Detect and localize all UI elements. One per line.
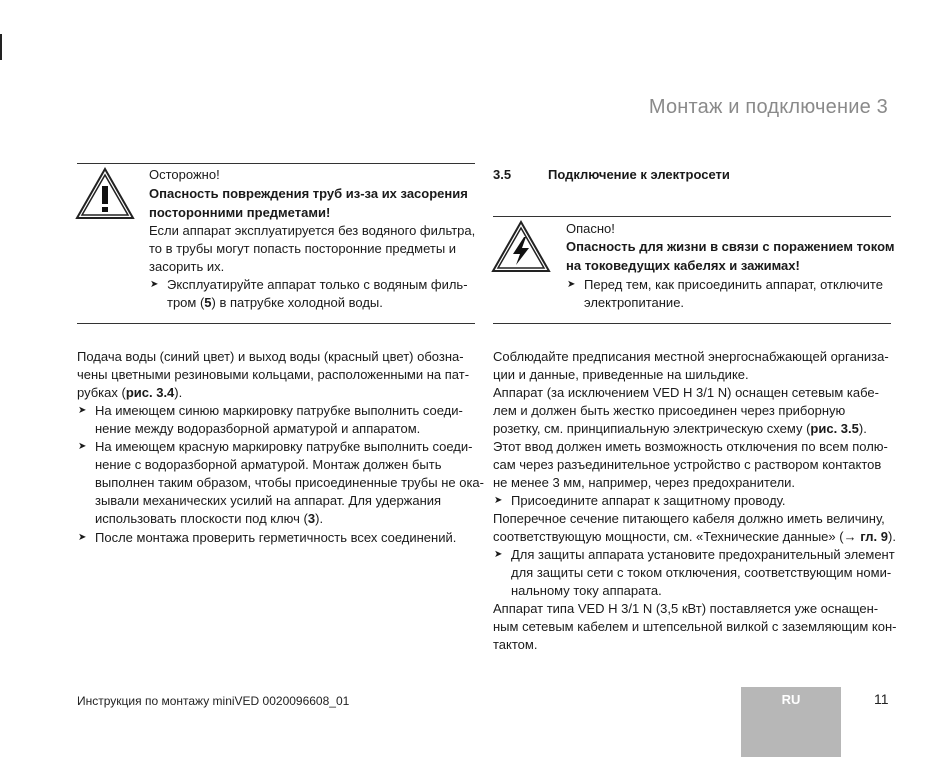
body-line: Аппарат типа VED H 3/1 N (3,5 кВт) поставляется уже оснащен- <box>493 601 879 616</box>
bullet-line: для защиты сети с током отключения, соответствующим номи- <box>511 565 892 580</box>
body-line: лем и должен быть жестко присоединен через приборную <box>493 403 846 418</box>
bullet-line: использовать плоскости под ключ (3). <box>95 511 324 526</box>
warning-bullet-line: Эксплуатируйте аппарат только с водяным филь- <box>167 277 468 292</box>
body-line: Аппарат (за исключением VED H 3/1 N) оснащен сетевым кабе- <box>493 385 879 400</box>
page-number: 11 <box>874 691 889 707</box>
bullet-line: зывали механических усилий на аппарат. Для удержания <box>95 493 442 508</box>
chapter-header: Монтаж и подключение 3 <box>648 96 888 118</box>
warning-text-line: Если аппарат эксплуатируется без водяного фильтра, <box>149 223 476 238</box>
figure-reference: рис. 3.5 <box>810 421 859 436</box>
bullet-line: нальному току аппарата. <box>511 583 662 598</box>
body-line: тактом. <box>493 637 538 652</box>
warning-bottom-rule <box>77 323 475 324</box>
warning-bullet-line: Перед тем, как присоединить аппарат, отключите <box>584 277 883 292</box>
warning-top-rule <box>493 216 891 217</box>
bullet-arrow-icon: ➤ <box>494 495 503 506</box>
body-line: сам через разъединительное устройство с раствором контактов <box>493 457 882 472</box>
footer-text: Инструкция по монтажу miniVED 0020096608_01 <box>77 694 350 708</box>
language-label: RU <box>781 692 801 707</box>
crop-mark <box>0 34 2 60</box>
warning-bullet-line: тром (5) в патрубке холодной воды. <box>167 295 383 310</box>
body-line: Поперечное сечение питающего кабеля должно иметь величину, <box>493 511 885 526</box>
bullet-line: После монтажа проверить герметичность всех соединений. <box>95 530 457 545</box>
warning-title-line: Опасность для жизни в связи с поражением током <box>566 239 895 254</box>
body-line: не менее 3 мм, например, через предохранители. <box>493 475 796 490</box>
bullet-arrow-icon: ➤ <box>78 405 87 416</box>
bullet-line: выполнен таким образом, чтобы присоединенные трубы не ока- <box>95 475 484 490</box>
bullet-arrow-icon: ➤ <box>494 549 503 560</box>
body-line: Подача воды (синий цвет) и выход воды (красный цвет) обозна- <box>77 349 464 364</box>
body-line: Соблюдайте предписания местной энергоснабжающей организа- <box>493 349 889 364</box>
warning-bottom-rule <box>493 323 891 324</box>
warning-title-line: на токоведущих кабелях и зажимах! <box>566 258 800 273</box>
warning-title-line: посторонними предметами! <box>149 205 331 220</box>
bullet-line: Присоедините аппарат к защитному проводу. <box>511 493 786 508</box>
bullet-line: На имеющем красную маркировку патрубке выполнить соеди- <box>95 439 473 454</box>
body-line: ным сетевым кабелем и штепсельной вилкой с заземляющим кон- <box>493 619 897 634</box>
section-number: 3.5 <box>493 167 512 182</box>
warning-signal-word: Опасно! <box>566 221 615 236</box>
high-voltage-warning-icon <box>491 220 551 274</box>
figure-reference: рис. 3.4 <box>125 385 175 400</box>
warning-signal-word: Осторожно! <box>149 167 220 182</box>
body-line: розетку, см. принципиальную электрическую схему (рис. 3.5). <box>493 421 867 436</box>
section-title: Подключение к электросети <box>548 167 730 182</box>
bullet-arrow-icon: ➤ <box>78 532 87 543</box>
figure-reference: 5 <box>204 295 212 310</box>
exclamation-warning-icon <box>75 167 135 221</box>
body-line: соответствующую мощности, см. «Технические данные» (→ гл. 9). <box>493 529 896 544</box>
bullet-line: На имеющем синюю маркировку патрубке выполнить соеди- <box>95 403 463 418</box>
bullet-line: нение между водоразборной арматурой и аппаратом. <box>95 421 421 436</box>
warning-bullet-line: электропитание. <box>584 295 685 310</box>
body-line: Этот ввод должен иметь возможность отключения по всем полю- <box>493 439 888 454</box>
warning-text-line: засорить их. <box>149 259 225 274</box>
bullet-line: Для защиты аппарата установите предохранительный элемент <box>511 547 895 562</box>
body-line: ции и данные, приведенные на шильдике. <box>493 367 749 382</box>
bullet-arrow-icon: ➤ <box>150 279 159 290</box>
body-line: чены цветными резиновыми кольцами, расположенными на пат- <box>77 367 470 382</box>
warning-text-line: то в трубы могут попасть посторонние предметы и <box>149 241 457 256</box>
bullet-line: нение с водоразборной арматурой. Монтаж должен быть <box>95 457 442 472</box>
body-line: рубках (рис. 3.4). <box>77 385 183 400</box>
figure-reference: 3 <box>307 511 316 526</box>
warning-title-line: Опасность повреждения труб из-за их засорения <box>149 186 468 201</box>
chapter-reference: → гл. 9 <box>843 529 889 544</box>
bullet-arrow-icon: ➤ <box>567 279 576 290</box>
bullet-arrow-icon: ➤ <box>78 441 87 452</box>
warning-top-rule <box>77 163 475 164</box>
